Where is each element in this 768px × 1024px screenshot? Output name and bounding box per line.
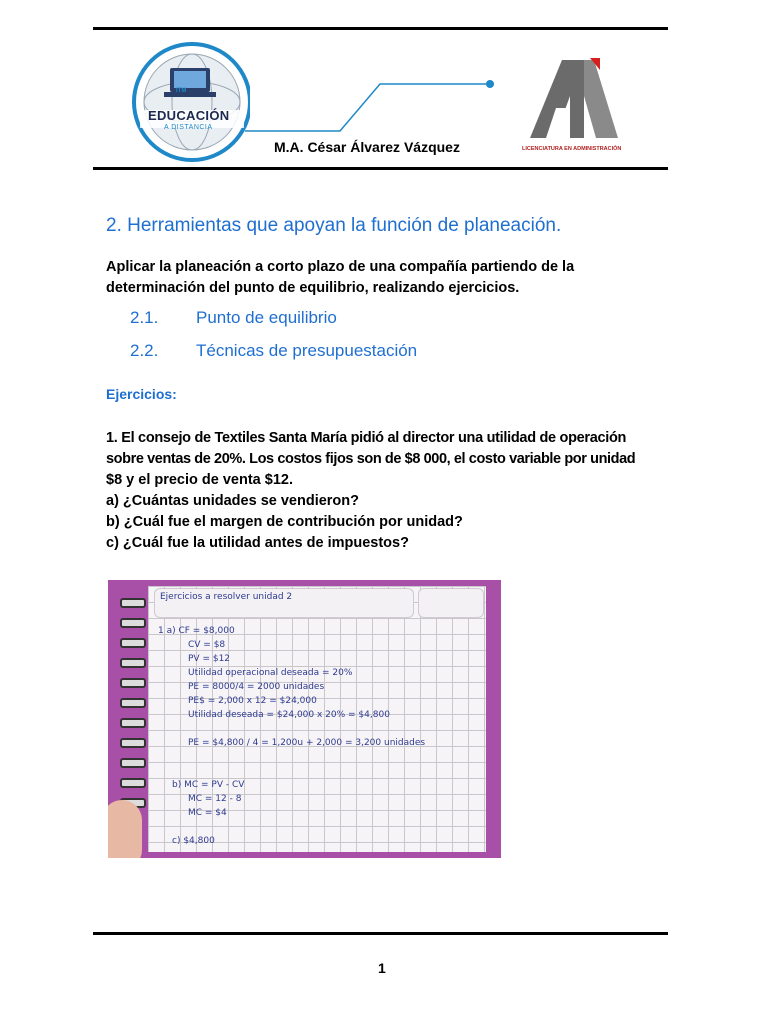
spiral-ring — [120, 598, 146, 608]
question-b: b) ¿Cuál fue el margen de contribución por unidad? — [106, 514, 463, 530]
notebook-line: PE = 8000/4 = 2000 unidades — [188, 682, 325, 692]
question-c: c) ¿Cuál fue la utilidad antes de impuestos? — [106, 535, 409, 551]
notebook-line: b) MC = PV - CV — [172, 780, 245, 790]
logo-small-text: ITM — [176, 88, 187, 94]
notebook-line: PV = $12 — [188, 654, 231, 664]
header-bottom-rule — [93, 167, 668, 170]
exercises-heading: Ejercicios: — [106, 386, 177, 402]
notebook-page — [148, 586, 486, 852]
footer-rule — [93, 932, 668, 935]
notebook-line: MC = 12 - 8 — [188, 794, 242, 804]
exercise-line-3: $8 y el precio de venta $12. — [106, 472, 293, 488]
notebook-line: 1 a) CF = $8,000 — [158, 626, 235, 636]
spiral-ring — [120, 698, 146, 708]
notebook-line: PE = $4,800 / 4 = 1,200u + 2,000 = 3,200 unidades — [188, 738, 426, 748]
spiral-ring — [120, 678, 146, 688]
subsection-number-1: 2.1. — [130, 308, 159, 327]
administration-caption: LICENCIATURA EN ADMINISTRACIÓN — [522, 146, 622, 152]
question-a: a) ¿Cuántas unidades se vendieron? — [106, 493, 359, 509]
notebook-line: PE$ = 2,000 x 12 = $24,000 — [188, 696, 317, 706]
subsection-number-2: 2.2. — [130, 341, 159, 360]
logo-title: EDUCACIÓN — [148, 108, 230, 123]
notebook-line: Utilidad deseada = $24,000 x 20% = $4,800 — [188, 710, 390, 720]
exercise-line-2: sobre ventas de 20%. Los costos fijos son de $8 000, el costo variable por unidad — [106, 451, 636, 467]
spiral-ring — [120, 638, 146, 648]
exercise-line-1: 1. El consejo de Textiles Santa María pidió al director una utilidad de operación — [106, 430, 627, 446]
subsection-label-2: Técnicas de presupuestación — [196, 341, 418, 360]
spiral-ring — [120, 658, 146, 668]
page-number: 1 — [378, 960, 386, 976]
subsection-label-1: Punto de equilibrio — [196, 308, 337, 327]
thumb — [108, 800, 142, 858]
notebook-photo — [108, 580, 501, 858]
section-intro: Aplicar la planeación a corto plazo de una compañía partiendo de la determinación del punto de equilibrio, realizando ejercicios. — [106, 259, 575, 296]
logo-subtitle: A DISTANCIA — [164, 124, 213, 131]
spiral-ring — [120, 718, 146, 728]
author-name: M.A. César Álvarez Vázquez — [274, 139, 460, 155]
notebook-line: Utilidad operacional deseada = 20% — [188, 668, 353, 678]
section-title: 2. Herramientas que apoyan la función de planeación. — [106, 215, 562, 236]
header-top-rule — [93, 27, 668, 30]
notebook-line: c) $4,800 — [172, 836, 215, 846]
administration-logo — [522, 56, 632, 156]
education-logo — [130, 40, 250, 164]
spiral-ring — [120, 758, 146, 768]
spiral-ring — [120, 778, 146, 788]
spiral-ring — [120, 618, 146, 628]
notebook-line: MC = $4 — [188, 808, 227, 818]
connector-line — [245, 76, 495, 136]
spiral-ring — [120, 738, 146, 748]
notebook-line: CV = $8 — [188, 640, 226, 650]
notebook-header: Ejercicios a resolver unidad 2 — [160, 592, 293, 602]
